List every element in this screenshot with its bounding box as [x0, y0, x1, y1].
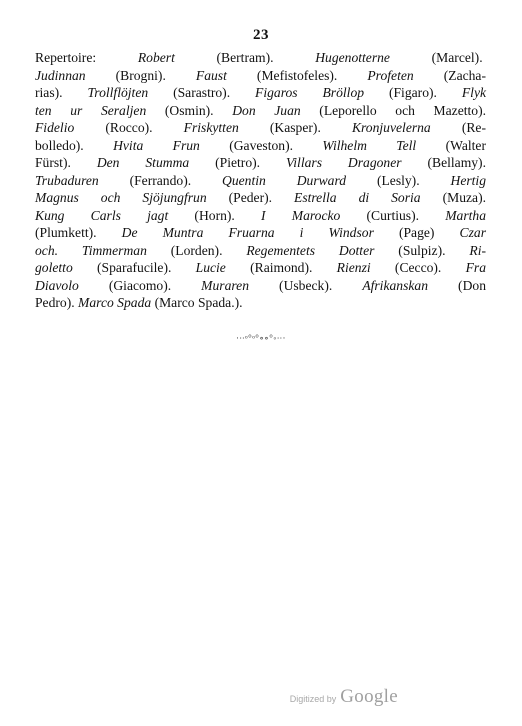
- text-run: (Kasper).: [238, 120, 352, 135]
- italic-title-run: Flyk: [461, 85, 487, 100]
- text-run: (Lesly).: [346, 172, 451, 188]
- text-run: (Marco Spada.).: [151, 295, 243, 310]
- italic-title-run: Profeten: [367, 67, 414, 83]
- italic-title-run: Villars Dragoner: [285, 155, 402, 170]
- italic-title-run: Hugenotterne: [315, 50, 390, 65]
- italic-title-run: Trollflöjten: [87, 85, 149, 100]
- text-line: [35, 119, 486, 137]
- text-line: [35, 102, 486, 120]
- text-run: (Curtius).: [340, 207, 446, 223]
- repertoire-paragraph: [35, 49, 486, 312]
- text-line: [35, 294, 486, 312]
- italic-title-run: Wilhelm Tell: [322, 137, 417, 153]
- italic-title-run: goletto: [35, 260, 73, 275]
- text-run: (Rocco).: [74, 120, 184, 135]
- italic-title-run: Muraren: [201, 277, 249, 293]
- text-run: (Muza).: [420, 190, 486, 205]
- text-line: [35, 154, 486, 172]
- text-run: (Usbeck).: [249, 277, 363, 293]
- italic-title-run: De Muntra Fruarna i Windsor: [121, 225, 374, 240]
- text-run: (Plumkett).: [35, 225, 122, 240]
- italic-title-run: Figaros Bröllop: [255, 85, 365, 100]
- italic-title-run: Czar: [459, 225, 486, 240]
- text-run: (Giacomo).: [78, 277, 202, 293]
- italic-title-run: Regementets Dotter: [246, 242, 375, 258]
- italic-title-run: Don Juan: [232, 102, 301, 118]
- text-run: Pedro).: [35, 295, 79, 310]
- italic-title-run: Marco Spada: [78, 295, 152, 310]
- italic-title-run: Afrikanskan: [362, 277, 429, 293]
- italic-title-run: Trubaduren: [35, 172, 99, 188]
- text-run: (Gaveston).: [199, 137, 323, 153]
- text-line: [35, 137, 486, 155]
- text-run: (Don: [428, 277, 486, 293]
- italic-title-run: Fidelio: [35, 120, 75, 135]
- digitized-by-text: Digitized by: [289, 694, 337, 704]
- text-line: [35, 207, 486, 225]
- text-run: Fürst).: [35, 155, 97, 170]
- text-line: [35, 84, 486, 102]
- italic-title-run: Magnus och Sjöjungfrun: [35, 190, 207, 205]
- italic-title-run: Ri-: [469, 242, 486, 258]
- text-run: bolledo).: [35, 137, 114, 153]
- text-run: (Mefistofeles).: [226, 67, 368, 83]
- text-run: (Lorden).: [146, 242, 247, 258]
- text-line: [35, 67, 486, 85]
- italic-title-run: Hertig: [450, 172, 486, 188]
- text-line: [35, 49, 486, 67]
- italic-title-run: och. Timmerman: [35, 242, 147, 258]
- text-run: (Cecco).: [370, 260, 466, 275]
- text-line: [35, 224, 486, 242]
- ornamental-divider: ·∙∙ᵒ°ᵒ°∘∘°◦∙∙·: [236, 333, 286, 343]
- italic-title-run: Kung Carls jagt: [35, 207, 169, 223]
- text-run: rias).: [35, 85, 88, 100]
- text-line: [35, 242, 486, 260]
- text-run: (Zacha-: [413, 67, 486, 83]
- text-run: (Ferrando).: [98, 172, 223, 188]
- italic-title-run: Quentin Durward: [222, 172, 347, 188]
- italic-title-run: Hvita Frun: [113, 137, 200, 153]
- text-run: (Leporello och Mazetto).: [300, 102, 487, 118]
- text-run: (Osmin).: [146, 102, 233, 118]
- text-line: [35, 277, 486, 295]
- text-run: (Page): [373, 225, 460, 240]
- italic-title-run: Fra: [465, 260, 486, 275]
- text-run: (Walter: [416, 137, 486, 153]
- text-run: (Re-: [430, 120, 486, 135]
- italic-title-run: Judinnan: [35, 67, 86, 83]
- text-line: [35, 259, 486, 277]
- text-run: Repertoire:: [35, 50, 138, 65]
- italic-title-run: Lucie: [195, 260, 226, 275]
- text-line: [35, 189, 486, 207]
- italic-title-run: Faust: [195, 67, 227, 83]
- italic-title-run: Friskytten: [183, 120, 239, 135]
- google-digitized-watermark: [290, 686, 398, 708]
- text-run: (Peder).: [206, 190, 295, 205]
- text-run: (Marcel).: [389, 50, 486, 65]
- google-logo: Google: [340, 686, 398, 707]
- text-line: [35, 172, 486, 190]
- italic-title-run: Martha: [445, 207, 486, 223]
- italic-title-run: Den Stumma: [96, 155, 190, 170]
- italic-title-run: Rienzi: [336, 260, 371, 275]
- text-run: (Sulpiz).: [374, 242, 470, 258]
- italic-title-run: Kronjuvelerna: [351, 120, 431, 135]
- italic-title-run: Estrella di Soria: [294, 190, 421, 205]
- page-number: 23: [253, 27, 269, 43]
- italic-title-run: I Marocko: [261, 207, 341, 223]
- text-run: (Horn).: [168, 207, 262, 223]
- text-run: (Pietro).: [189, 155, 286, 170]
- text-run: (Bertram).: [174, 50, 316, 65]
- italic-title-run: Diavolo: [35, 277, 79, 293]
- italic-title-run: Robert: [137, 50, 175, 65]
- text-run: (Raimond).: [225, 260, 337, 275]
- text-run: (Bellamy).: [401, 155, 486, 170]
- text-run: (Figaro).: [364, 85, 462, 100]
- text-run: (Sarastro).: [148, 85, 256, 100]
- italic-title-run: ten ur Seraljen: [35, 102, 147, 118]
- text-run: (Brogni).: [85, 67, 196, 83]
- text-run: (Sparafucile).: [72, 260, 196, 275]
